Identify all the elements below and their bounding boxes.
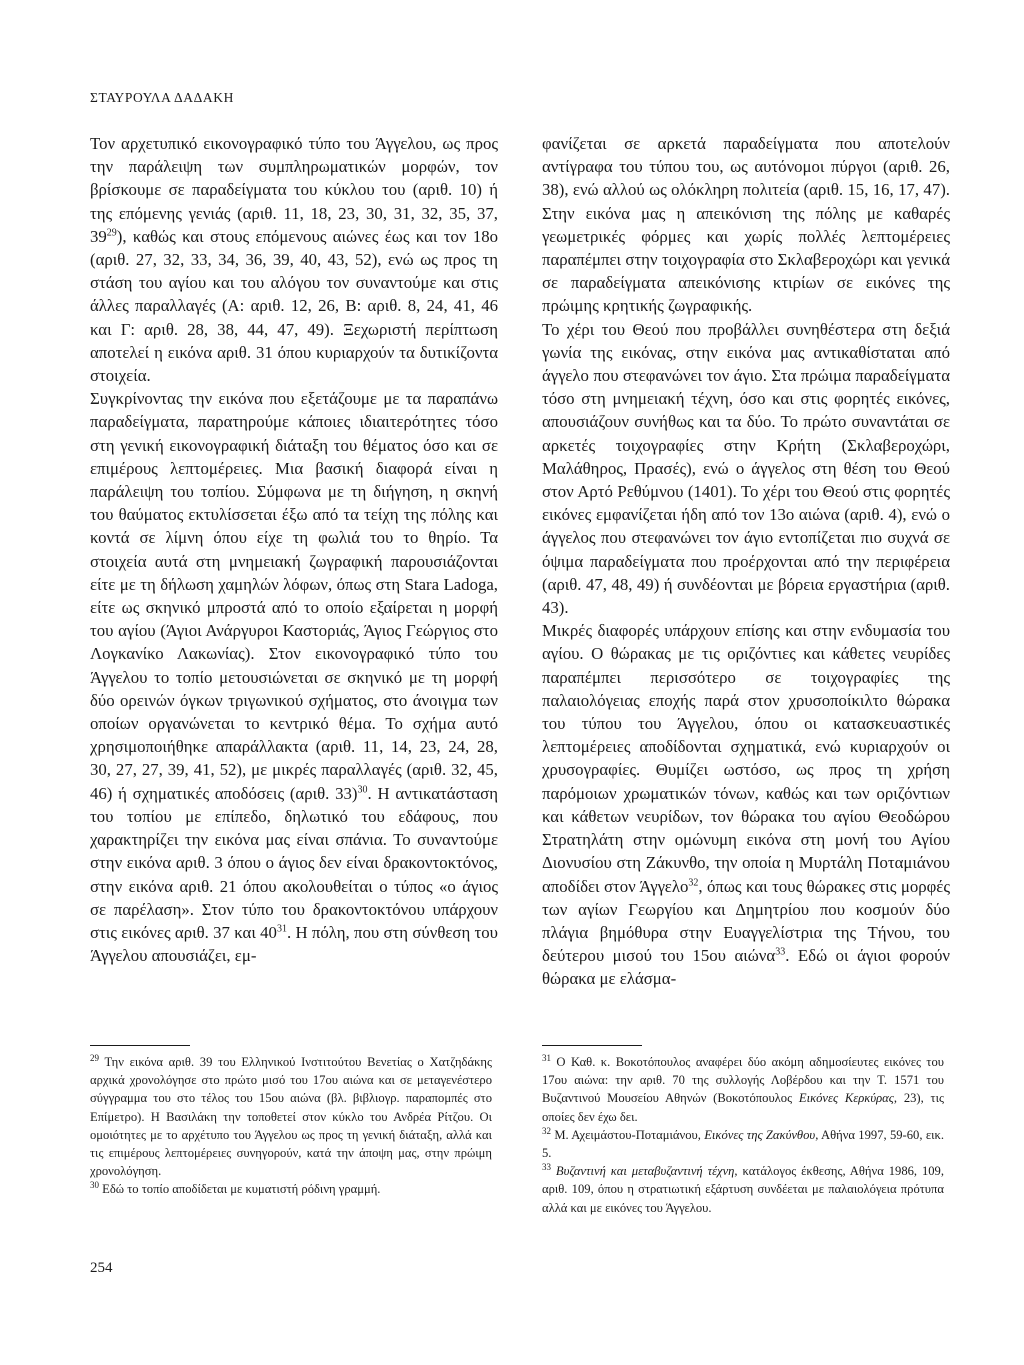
text-run: Εδώ το τοπίο αποδίδεται με κυματιστή ρόδινη γραμμή.	[99, 1182, 381, 1197]
text-run: Μικρές διαφορές υπάρχουν επίσης και στην ενδυμασία του αγίου. Ο θώρακας με τις οριζόντιες και κάθετες νευρίδες παραπέμπει περισσότερο σε τοιχογραφίες της παλαιολόγειας εποχής παρά στον χρυσοποίκιλτο θώρακα του τύπου του Άγγελου, όπου οι κατασκευαστικές λεπτομέρειες αποδίδονται σχηματικά, ενώ κυριαρχούν οι χρυσογραφίες. Θυμίζει ωστόσο, ως προς τη χρήση παρόμοιων χρωματικών τόνων, καθώς και των οριζόντιων και κάθετων νευρίδων, τον θώρακα του αγίου Θεοδώρου Στρατηλάτη στην ομώνυμη εικόνα στη μονή του Αγίου Διονυσίου στη Ζάκυνθο, την οποία η Μυρτάλη Ποταμιάνου αποδίδει στον Άγγελο	[542, 621, 950, 896]
footnote	[90, 1053, 492, 1180]
text-run: Την εικόνα αριθ. 39 του Ελληνικού Ινστιτούτου Βενετίας ο Χατζηδάκης αρχικά χρονολόγησε στο πρώτο μισό του 17ου αιώνα και σε μεταγενέστερο σύγγραμμα του στο τέλος του 15ου αιώνα (βλ. βιβλιογρ. παραπομπές στο Επίμετρο). Η Βασιλάκη την τοποθετεί στον κύκλο του Ανδρέα Ρίτζου. Οι ομοιότητες με το αρχέτυπο του Άγγελου ως προς τη γενική διάταξη, αλλά και τις επιμέρους λεπτομέρειες συνηγορούν, κατά την άποψη μας, στην πρώιμη χρονολόγηση.	[90, 1055, 492, 1179]
text-run: , όπως και τους θώρακες στις μορφές των αγίων Γεωργίου και Δημητρίου που κοσμούν δύο πλάγια βημόθυρα στην Ευαγγελίστρια της Τήνου, του δεύτερου μισού του 15ου αιώνα	[542, 876, 950, 966]
text-run: φανίζεται σε αρκετά παραδείγματα που αποτελούν αντίγραφα του τύπου του, ως αυτόνομοι πύργοι (αριθ. 26, 38), ενώ αλλού ως ολόκληρη πολιτεία (αριθ. 15, 16, 17, 47). Στην εικόνα μας η απεικόνιση της πόλης με καθαρές γεωμετρικές φόρμες και χωρίς πολλές λεπτομέρειες παραπέμπει στην τοιχογραφία στο Σκλαβεροχώρι και γενικά σε παραδείγματα απεικόνισης κτιρίων σε εικόνες της πρώιμης κρητικής ζωγραφικής.	[542, 134, 950, 316]
footnote-ref: 30	[357, 784, 368, 796]
italic-title: Εικόνες της Ζακύνθου	[704, 1127, 816, 1142]
footnote	[542, 1126, 944, 1162]
body-paragraph	[542, 318, 950, 620]
text-run: . Η πόλη, που στη σύνθεση του Άγγελου απουσιάζει, εμ-	[90, 922, 498, 966]
footnote-divider	[90, 1045, 190, 1046]
text-run: . Η αντικατάσταση του τοπίου με επίπεδο, δηλωτικό του εδάφους, που χαρακτηρίζει την εικόνα μας είναι σπάνια. Το συναντούμε στην εικόνα αριθ. 3 όπου ο άγιος δεν είναι δρακοντοκτόνος, στην εικόνα αριθ. 21 όπου ακολουθείται ο τύπος «ο άγιος σε παρέλαση». Στον τύπο του δρακοντοκτόνου υπάρχουν στις εικόνες αριθ. 37 και 40	[90, 783, 498, 942]
footnote-ref: 31	[542, 1052, 551, 1063]
footnote-ref: 32	[542, 1125, 551, 1136]
running-header: ΣΤΑΥΡΟΥΛΑ ΔΑΔΑΚΗ	[90, 90, 234, 105]
italic-title: Εικόνες Κερκύρας	[798, 1091, 894, 1106]
text-run: Ο Καθ. κ. Βοκοτόπουλος αναφέρει δύο ακόμη αδημοσίευτες εικόνες του 17ου αιώνα: την αριθ. 70 της συλλογής Λοβέρδου και την Τ. 1571 του Βυζαντινού Μουσείου Αθηνών (Βοκοτόπουλος	[542, 1055, 944, 1106]
text-run: Το χέρι του Θεού που προβάλλει συνηθέστερα στη δεξιά γωνία της εικόνας, στην εικόνα μας αντικαθίσταται από άγγελο που στεφανώνει τον άγιο. Στα πρώιμα παραδείγματα τόσο στη μνημειακή τέχνη, όσο και στις φορητές εικόνες, απουσιάζουν συνήθως και τα δύο. Το πρώτο συναντάται σε αρκετές τοιχογραφίες στην Κρήτη (Σκλαβεροχώρι, Μαλάθηρος, Πρασές), ενώ ο άγγελος στη θέση του Θεού στον Αρτό Ρεθύμνου (1401). Το χέρι του Θεού στις φορητές εικόνες εμφανίζεται ήδη από τον 13ο αιώνα (αριθ. 4), ενώ ο άγγελος που στεφανώνει τον άγιο εντοπίζεται πιο συχνά σε όψιμα παραδείγματα που προέρχονται από την περιφέρεια (αριθ. 47, 48, 49) ή συνδέονται με βόρεια εργαστήρια (αριθ. 43).	[542, 319, 950, 618]
text-run: , Αθήνα 1997, 59-60, εικ. 5.	[542, 1127, 944, 1161]
footnote	[90, 1180, 492, 1198]
body-paragraph	[542, 619, 950, 990]
footnotes-right	[542, 1053, 944, 1217]
footnote-ref: 33	[542, 1162, 551, 1173]
footnote-ref: 31	[276, 923, 287, 935]
footnote-ref: 33	[775, 946, 786, 958]
body-paragraph	[542, 132, 950, 318]
body-paragraph	[90, 387, 498, 967]
text-run: , κατάλογος έκθεσης, Αθήνα 1986, 109, αριθ. 109, όπου η στρατιωτική εξάρτυση συνδέεται με παλαιολόγεια πρότυπα αλλά και με εικόνες του Άγγελου.	[542, 1164, 945, 1215]
body-column-right	[542, 132, 950, 991]
text-run: Συγκρίνοντας την εικόνα που εξετάζουμε με τα παραπάνω παραδείγματα, παρατηρούμε κάποιες ιδιαιτερότητες τόσο στη γενική εικονογραφική διάταξη του θέματος όσο και σε επιμέρους λεπτομέρειες. Μια βασική διαφορά είναι η παράλειψη του τοπίου. Σύμφωνα με τη διήγηση, η σκηνή του θαύματος εκτυλίσσεται έξω από τα τείχη της πόλης και κοντά σε λίμνη όπου είχε τη φωλιά του το θηρίο. Τα στοιχεία αυτά στη μνημειακή ζωγραφική παρουσιάζονται είτε με τη δήλωση χαμηλών λόφων, όπως στη Stara Ladoga, είτε ως σκηνικό μπροστά από το οποίο εξαίρεται η μορφή του αγίου (Άγιοι Ανάργυροι Καστοριάς, Άγιος Γεώργιος στο Λογκανίκο Λακωνίας). Στον εικονογραφικό τύπο του Άγγελου το τοπίο μετουσιώνεται σε σκηνικό με τη μορφή δύο ορεινών όγκων τριγωνικού σχήματος, στο άνοιγμα των οποίων οργανώνεται το κεντρικό θέμα. Το σχήμα αυτό χρησιμοποιήθηκε απαράλλακτα (αριθ. 11, 14, 23, 24, 28, 30, 27, 27, 39, 41, 52), με μικρές παραλλαγές (αριθ. 32, 45, 46) ή σχηματικές αποδόσεις (αριθ. 33)	[90, 389, 498, 803]
footnote-divider	[542, 1045, 642, 1046]
page-number: 254	[90, 1260, 113, 1276]
footnote-ref: 30	[90, 1180, 99, 1191]
text-run: Μ. Αχειμάστου-Ποταμιάνου,	[551, 1127, 705, 1142]
text-run: . Εδώ οι άγιοι φορούν θώρακα με ελάσμα-	[542, 946, 950, 989]
footnotes-left	[90, 1053, 492, 1199]
text-run: Τον αρχετυπικό εικονογραφικό τύπο του Άγγελου, ως προς την παράλειψη των συμπληρωματικών μορφών, τον βρίσκουμε σε παραδείγματα του κύκλου του (αριθ. 10) ή της επόμενης γενιάς (αριθ. 11, 18, 23, 30, 31, 32, 35, 37, 39	[90, 134, 498, 246]
body-paragraph	[90, 132, 498, 387]
footnote-ref: 29	[106, 227, 117, 239]
footnote	[542, 1162, 944, 1217]
footnote	[542, 1053, 944, 1126]
footnote-ref: 29	[90, 1052, 99, 1063]
text-run: ), καθώς και στους επόμενους αιώνες έως και τον 18ο (αριθ. 27, 32, 33, 34, 36, 39, 40, 43, 52), ενώ ως προς τη στάση του αγίου και του αλόγου τον συναντούμε και στις άλλες παραλλαγές (Α: αριθ. 12, 26, Β: αριθ. 8, 24, 41, 46 και Γ: αριθ. 28, 38, 44, 47, 49). Ξεχωριστή περίπτωση αποτελεί η εικόνα αριθ. 31 όπου κυριαρχούν τα δυτικίζοντα στοιχεία.	[90, 226, 498, 386]
text-run: , 23), τις οποίες δεν έχω δει.	[542, 1091, 944, 1124]
body-column-left	[90, 132, 498, 967]
italic-title: Βυζαντινή και μεταβυζαντινή τέχνη	[555, 1164, 735, 1179]
footnote-ref: 32	[688, 876, 699, 888]
